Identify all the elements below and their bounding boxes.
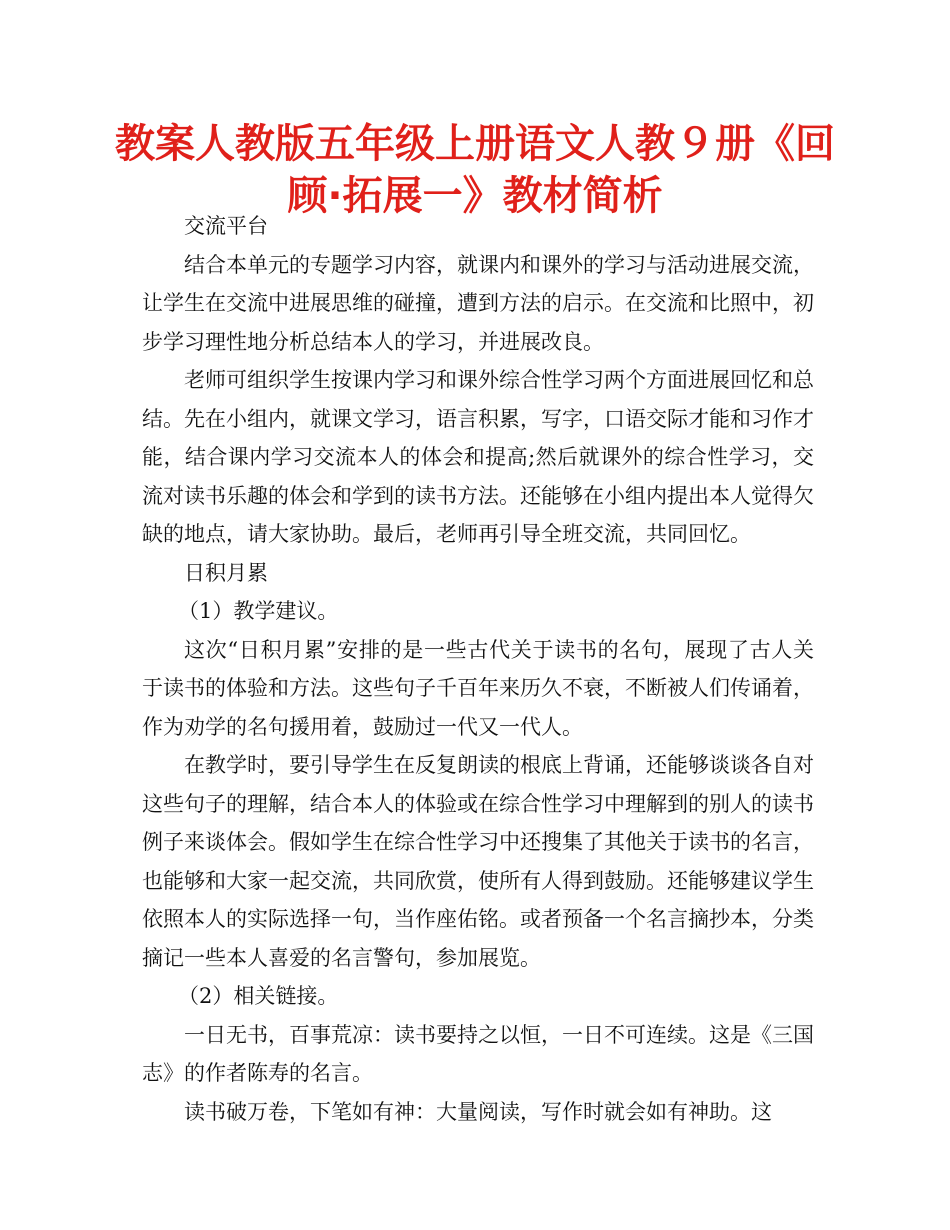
paragraph: 结合本单元的专题学习内容，就课内和课外的学习与活动进展交流，让学生在交流中进展思维的碰撞，遭到方法的启示。在交流和比照中，初步学习理性地分析总结本人的学习，并进展改良。 — [142, 252, 814, 354]
paragraph: 老师可组织学生按课内学习和课外综合性学习两个方面进展回忆和总结。先在小组内，就课文学习，语言积累，写字，口语交际才能和习作才能，结合课内学习交流本人的体会和提高;然后就课外的综合性学习，交流对读书乐趣的体会和学到的读书方法。还能够在小组内提出本人觉得欠缺的地点，请大家协助。最后，老师再引导全班交流，共同回忆。 — [142, 368, 814, 546]
paragraph: 一日无书，百事荒凉：读书要持之以恒，一日不可连续。这是《三国志》的作者陈寿的名言。 — [142, 1022, 814, 1085]
subheading-related-links: （2）相关链接。 — [178, 984, 339, 1008]
document-body — [142, 207, 814, 1131]
section-heading-accumulation: 日积月累 — [184, 560, 268, 585]
section-heading-exchange: 交流平台 — [184, 214, 268, 238]
subheading-teaching-suggestion: （1）教学建议。 — [178, 599, 339, 623]
paragraph: 在教学时，要引导学生在反复朗读的根底上背诵，还能够谈谈各自对这些句子的理解，结合本人的体验或在综合性学习中理解到的别人的读书例子来谈体会。假如学生在综合性学习中还搜集了其他关于读书的名言，也能够和大家一起交流，共同欣赏，使所有人得到鼓励。还能够建议学生依照本人的实际选择一句，当作座佑铭。或者预备一个名言摘抄本，分类摘记一些本人喜爱的名言警句，参加展览。 — [142, 753, 814, 970]
paragraph: 这次“日积月累”安排的是一些古代关于读书的名句，展现了古人关于读书的体验和方法。这些句子千百年来历久不衰，不断被人们传诵着，作为劝学的名句援用着，鼓励过一代又一代人。 — [142, 637, 814, 739]
title-line-1: 教案人教版五年级上册语文人教９册《回 — [115, 121, 835, 167]
paragraph: 读书破万卷，下笔如有神：大量阅读，写作时就会如有神助。这 — [184, 1099, 772, 1124]
title-line-2: 顾·拓展一》教材简析 — [287, 173, 663, 219]
